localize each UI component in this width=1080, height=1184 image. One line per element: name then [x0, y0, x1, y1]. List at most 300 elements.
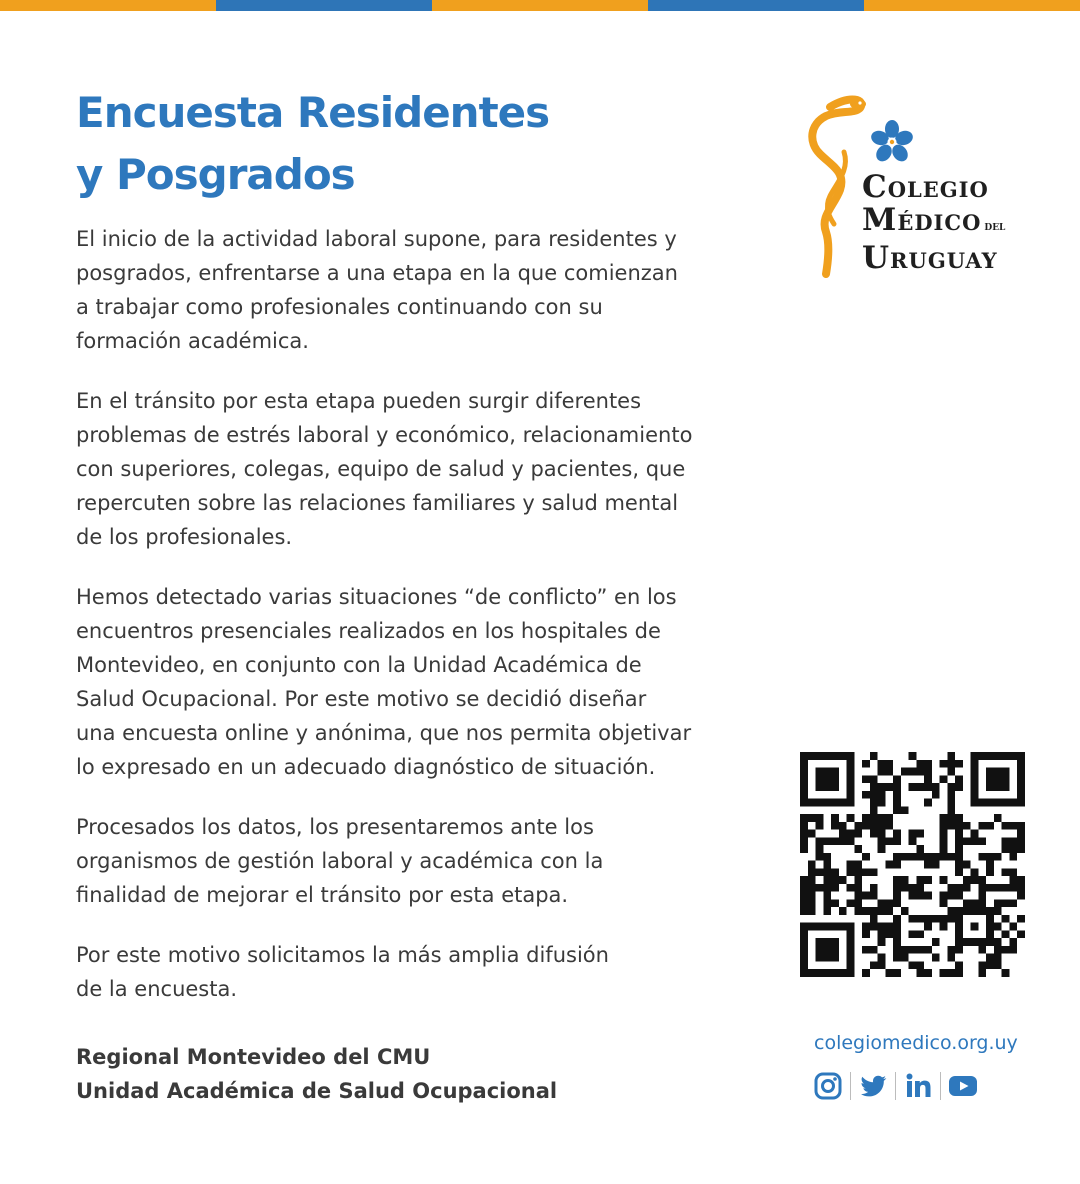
top-bar-segment — [864, 0, 1080, 11]
qr-module — [916, 783, 924, 791]
qr-module — [978, 961, 986, 969]
paragraph — [76, 938, 736, 1006]
qr-module — [955, 775, 963, 783]
qr-module — [978, 969, 986, 977]
top-bar-segment — [216, 0, 432, 11]
qr-module — [940, 837, 948, 845]
qr-module — [893, 884, 901, 892]
qr-module — [854, 845, 862, 853]
twitter-icon[interactable] — [857, 1070, 889, 1102]
qr-module — [986, 961, 994, 969]
qr-module — [994, 814, 1002, 822]
qr-module — [932, 954, 940, 962]
qr-module — [978, 837, 986, 845]
website-link[interactable]: colegiomedico.org.uy — [814, 1032, 1018, 1054]
qr-module — [901, 946, 909, 954]
qr-module — [940, 822, 948, 830]
qr-module — [878, 791, 886, 799]
qr-module — [854, 899, 862, 907]
qr-module — [878, 768, 886, 776]
qr-module — [924, 969, 932, 977]
qr-module — [862, 853, 870, 861]
qr-module — [909, 853, 917, 861]
qr-module — [870, 752, 878, 760]
qr-module — [885, 907, 893, 915]
qr-module — [916, 845, 924, 853]
qr-module — [955, 845, 963, 853]
qr-module — [870, 884, 878, 892]
text-line: encuentros presenciales realizados en los hospitales de — [76, 619, 661, 643]
qr-module — [893, 861, 901, 869]
qr-module — [847, 868, 855, 876]
qr-module — [940, 969, 948, 977]
text-line: Montevideo, en conjunto con la Unidad Académica de — [76, 653, 642, 677]
text-line: problemas de estrés laboral y económico, relacionamiento — [76, 423, 693, 447]
qr-module — [870, 892, 878, 900]
qr-module — [808, 868, 816, 876]
qr-module — [947, 814, 955, 822]
qr-module — [978, 876, 986, 884]
qr-module — [994, 899, 1002, 907]
divider — [895, 1072, 896, 1100]
qr-module — [823, 899, 831, 907]
qr-module — [940, 899, 948, 907]
qr-module — [924, 923, 932, 931]
qr-module — [885, 783, 893, 791]
qr-module — [870, 946, 878, 954]
qr-module — [924, 915, 932, 923]
qr-module — [1009, 938, 1017, 946]
qr-module — [885, 969, 893, 977]
qr-module — [839, 837, 847, 845]
qr-module — [878, 845, 886, 853]
qr-module — [823, 853, 831, 861]
qr-module — [955, 814, 963, 822]
qr-module — [1002, 884, 1010, 892]
qr-module — [971, 876, 979, 884]
qr-module — [823, 907, 831, 915]
qr-module — [823, 837, 831, 845]
qr-module — [947, 760, 955, 768]
qr-module — [994, 961, 1002, 969]
qr-module — [823, 868, 831, 876]
qr-module — [963, 822, 971, 830]
qr-module — [1017, 930, 1025, 938]
qr-module — [854, 868, 862, 876]
qr-module — [885, 899, 893, 907]
qr-module — [947, 954, 955, 962]
qr-module — [893, 876, 901, 884]
qr-module — [940, 775, 948, 783]
qr-module — [940, 915, 948, 923]
qr-module — [932, 915, 940, 923]
linkedin-icon[interactable] — [902, 1070, 934, 1102]
qr-module — [847, 899, 855, 907]
qr-module — [916, 876, 924, 884]
qr-module — [1017, 884, 1025, 892]
top-bar-segment — [0, 0, 216, 11]
qr-module — [971, 837, 979, 845]
youtube-icon[interactable] — [947, 1070, 979, 1102]
qr-module — [932, 783, 940, 791]
qr-module — [885, 923, 893, 931]
qr-module — [909, 768, 917, 776]
text-line: organismos de gestión laboral y académica con la — [76, 849, 604, 873]
qr-module — [963, 861, 971, 869]
qr-module — [885, 837, 893, 845]
qr-module — [924, 892, 932, 900]
qr-module — [893, 923, 901, 931]
divider — [850, 1072, 851, 1100]
divider — [940, 1072, 941, 1100]
qr-module — [901, 853, 909, 861]
text-line: formación académica. — [76, 329, 309, 353]
qr-module — [893, 892, 901, 900]
qr-module — [839, 830, 847, 838]
qr-module — [878, 961, 886, 969]
qr-module — [870, 915, 878, 923]
qr-module — [916, 915, 924, 923]
qr-module — [862, 791, 870, 799]
qr-module — [932, 861, 940, 869]
text-line: una encuesta online y anónima, que nos permita objetivar — [76, 721, 692, 745]
qr-module — [885, 768, 893, 776]
qr-module — [885, 861, 893, 869]
qr-module — [909, 752, 917, 760]
qr-module — [947, 768, 955, 776]
qr-module — [800, 892, 808, 900]
qr-module — [831, 814, 839, 822]
qr-finder-pattern — [816, 938, 839, 961]
logo-wordmark — [862, 169, 1006, 276]
qr-module — [940, 814, 948, 822]
text-line: lo expresado en un adecuado diagnóstico de situación. — [76, 755, 656, 779]
qr-module — [986, 868, 994, 876]
qr-module — [800, 837, 808, 845]
qr-module — [854, 892, 862, 900]
qr-module — [909, 930, 917, 938]
qr-module — [1009, 923, 1017, 931]
qr-module — [994, 954, 1002, 962]
qr-module — [878, 837, 886, 845]
qr-module — [901, 907, 909, 915]
qr-module — [847, 814, 855, 822]
top-bar-segment — [432, 0, 648, 11]
qr-code[interactable] — [800, 752, 1025, 977]
qr-module — [893, 946, 901, 954]
qr-module — [893, 915, 901, 923]
instagram-icon[interactable] — [812, 1070, 844, 1102]
qr-module — [885, 930, 893, 938]
qr-module — [924, 876, 932, 884]
qr-module — [800, 876, 808, 884]
qr-module — [893, 969, 901, 977]
signature-line: Unidad Académica de Salud Ocupacional — [76, 1079, 558, 1103]
qr-module — [986, 954, 994, 962]
qr-module — [854, 830, 862, 838]
qr-module — [878, 799, 886, 807]
qr-module — [924, 775, 932, 783]
text-line: Salud Ocupacional. Por este motivo se decidió diseñar — [76, 687, 647, 711]
qr-module — [1009, 899, 1017, 907]
qr-module — [994, 923, 1002, 931]
qr-module — [816, 853, 824, 861]
qr-module — [870, 791, 878, 799]
text-line: posgrados, enfrentarse a una etapa en la que comienzan — [76, 261, 678, 285]
qr-module — [947, 783, 955, 791]
qr-module — [1002, 915, 1010, 923]
qr-module — [955, 760, 963, 768]
qr-module — [978, 853, 986, 861]
qr-module — [816, 814, 824, 822]
qr-module — [831, 868, 839, 876]
text-line: En el tránsito por esta etapa pueden surgir diferentes — [76, 389, 642, 413]
qr-module — [955, 861, 963, 869]
qr-module — [847, 884, 855, 892]
qr-module — [1017, 830, 1025, 838]
top-color-bar — [0, 0, 1080, 11]
qr-module — [878, 822, 886, 830]
qr-module — [1017, 822, 1025, 830]
logo-line: COLEGIO — [862, 169, 989, 205]
qr-module — [831, 899, 839, 907]
logo-line: MÉDICO DEL — [862, 202, 1006, 238]
qr-module — [878, 930, 886, 938]
qr-module — [1002, 899, 1010, 907]
qr-module — [870, 799, 878, 807]
qr-module — [963, 884, 971, 892]
qr-module — [955, 830, 963, 838]
qr-module — [823, 884, 831, 892]
qr-module — [847, 837, 855, 845]
qr-module — [862, 868, 870, 876]
qr-module — [940, 892, 948, 900]
qr-module — [909, 892, 917, 900]
qr-module — [901, 876, 909, 884]
qr-module — [808, 876, 816, 884]
qr-module — [878, 760, 886, 768]
title-line: Encuesta Residentes — [76, 88, 550, 137]
qr-module — [924, 853, 932, 861]
qr-module — [1009, 946, 1017, 954]
qr-module — [901, 884, 909, 892]
qr-module — [878, 938, 886, 946]
qr-module — [870, 775, 878, 783]
qr-module — [978, 884, 986, 892]
qr-module — [940, 853, 948, 861]
qr-module — [862, 923, 870, 931]
qr-module — [816, 837, 824, 845]
qr-module — [955, 884, 963, 892]
qr-module — [847, 830, 855, 838]
qr-module — [916, 961, 924, 969]
qr-module — [916, 768, 924, 776]
qr-module — [854, 884, 862, 892]
qr-module — [932, 791, 940, 799]
qr-module — [870, 961, 878, 969]
qr-module — [916, 853, 924, 861]
qr-module — [916, 930, 924, 938]
qr-module — [893, 799, 901, 807]
paragraph — [76, 384, 736, 554]
qr-module — [978, 899, 986, 907]
text-line: de los profesionales. — [76, 525, 293, 549]
qr-module — [909, 837, 917, 845]
qr-module — [800, 899, 808, 907]
qr-module — [994, 907, 1002, 915]
qr-module — [1017, 915, 1025, 923]
qr-module — [831, 822, 839, 830]
qr-module — [808, 899, 816, 907]
text-line: de la encuesta. — [76, 977, 238, 1001]
qr-module — [955, 837, 963, 845]
qr-module — [893, 954, 901, 962]
qr-module — [893, 930, 901, 938]
text-line: repercuten sobre las relaciones familiares y salud mental — [76, 491, 679, 515]
qr-module — [816, 822, 824, 830]
qr-module — [800, 845, 808, 853]
qr-module — [963, 837, 971, 845]
qr-module — [978, 822, 986, 830]
qr-module — [924, 799, 932, 807]
qr-module — [823, 876, 831, 884]
qr-module — [862, 814, 870, 822]
qr-module — [955, 868, 963, 876]
qr-module — [808, 830, 816, 838]
qr-module — [947, 892, 955, 900]
qr-module — [994, 884, 1002, 892]
qr-module — [862, 946, 870, 954]
qr-module — [947, 853, 955, 861]
qr-module — [862, 822, 870, 830]
qr-module — [986, 822, 994, 830]
qr-module — [940, 876, 948, 884]
qr-module — [800, 822, 808, 830]
qr-module — [893, 853, 901, 861]
qr-module — [816, 868, 824, 876]
social-links — [812, 1070, 979, 1102]
qr-module — [800, 884, 808, 892]
qr-module — [940, 760, 948, 768]
qr-module — [1009, 876, 1017, 884]
text-line: finalidad de mejorar el tránsito por esta etapa. — [76, 883, 569, 907]
body-text — [76, 222, 736, 1032]
qr-module — [893, 899, 901, 907]
qr-module — [831, 837, 839, 845]
qr-module — [1009, 884, 1017, 892]
qr-module — [854, 876, 862, 884]
qr-module — [870, 907, 878, 915]
qr-module — [971, 899, 979, 907]
qr-module — [909, 884, 917, 892]
qr-module — [924, 760, 932, 768]
qr-module — [932, 853, 940, 861]
qr-module — [878, 814, 886, 822]
qr-module — [862, 930, 870, 938]
qr-module — [947, 946, 955, 954]
qr-module — [909, 915, 917, 923]
qr-module — [916, 892, 924, 900]
qr-module — [870, 822, 878, 830]
qr-module — [862, 907, 870, 915]
qr-module — [1009, 837, 1017, 845]
qr-module — [994, 938, 1002, 946]
qr-module — [862, 775, 870, 783]
qr-module — [878, 923, 886, 931]
qr-module — [870, 923, 878, 931]
qr-module — [1017, 837, 1025, 845]
qr-module — [870, 830, 878, 838]
qr-module — [1002, 868, 1010, 876]
qr-module — [839, 876, 847, 884]
qr-module — [947, 799, 955, 807]
qr-module — [932, 938, 940, 946]
qr-module — [893, 791, 901, 799]
paragraph — [76, 810, 736, 912]
qr-module — [940, 830, 948, 838]
qr-module — [1009, 853, 1017, 861]
qr-module — [893, 806, 901, 814]
qr-module — [878, 954, 886, 962]
qr-module — [924, 946, 932, 954]
qr-module — [916, 946, 924, 954]
qr-module — [893, 830, 901, 838]
qr-module — [808, 814, 816, 822]
qr-module — [878, 899, 886, 907]
qr-module — [800, 830, 808, 838]
qr-module — [947, 969, 955, 977]
qr-module — [1002, 837, 1010, 845]
qr-module — [862, 760, 870, 768]
qr-module — [854, 822, 862, 830]
title-line: y Posgrados — [76, 150, 355, 199]
qr-module — [924, 861, 932, 869]
qr-module — [901, 768, 909, 776]
text-line: a trabajar como profesionales continuando con su — [76, 295, 603, 319]
qr-module — [893, 837, 901, 845]
qr-finder-pattern — [986, 768, 1009, 791]
qr-module — [854, 861, 862, 869]
qr-module — [909, 946, 917, 954]
qr-module — [1009, 822, 1017, 830]
qr-module — [1009, 845, 1017, 853]
qr-module — [963, 899, 971, 907]
qr-module — [947, 907, 955, 915]
qr-module — [986, 853, 994, 861]
qr-module — [862, 969, 870, 977]
qr-module — [978, 946, 986, 954]
qr-module — [1017, 892, 1025, 900]
text-line: con superiores, colegas, equipo de salud y pacientes, que — [76, 457, 686, 481]
qr-module — [893, 775, 901, 783]
qr-module — [955, 783, 963, 791]
qr-module — [870, 783, 878, 791]
qr-module — [823, 892, 831, 900]
qr-module — [878, 907, 886, 915]
qr-module — [808, 892, 816, 900]
qr-module — [808, 884, 816, 892]
qr-module — [831, 876, 839, 884]
qr-module — [916, 760, 924, 768]
qr-module — [916, 830, 924, 838]
qr-module — [1002, 930, 1010, 938]
qr-module — [885, 760, 893, 768]
paragraph — [76, 580, 736, 784]
signature — [76, 1040, 557, 1108]
qr-module — [947, 884, 955, 892]
qr-module — [839, 907, 847, 915]
qr-module — [1017, 876, 1025, 884]
